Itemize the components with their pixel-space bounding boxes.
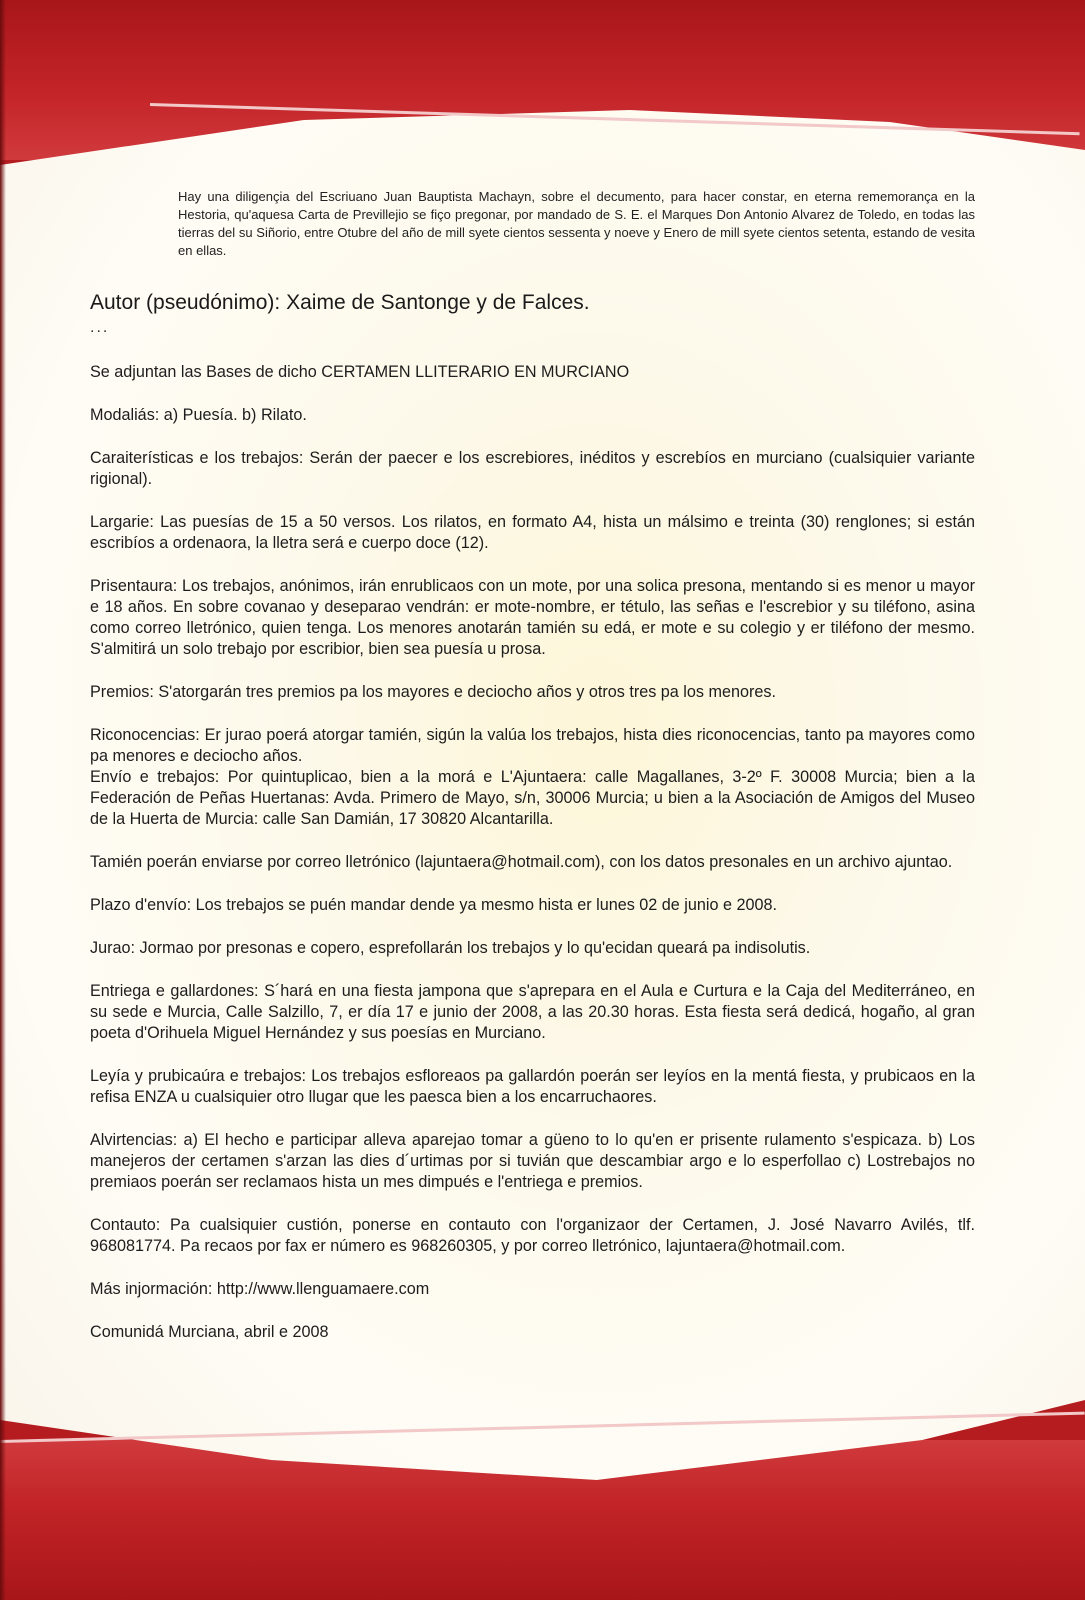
paragraph-submission: Envío e trebajos: Por quintuplicao, bien a la morá e L'Ajuntaera: calle Magallanes, 3-2º F. 30008 Murcia; bien a la Federación de Peñas Huertanas: Avda. Primero de Mayo, s/n, 30006 Murcia; u bien a la Asociación de Amigos del Museo de la Huerta de Murcia: calle San Damián, 17 30820 Alcantarilla. [90, 768, 975, 828]
paragraph-modalities: Modaliás: a) Puesía. b) Rilato. [90, 406, 307, 424]
paragraph-presentation: Prisentaura: Los trebajos, anónimos, irán enrublicaos con un mote, por una solica presona, mentando si es menor u mayor e 18 años. En sobre covanao y deseparao vendrán: er mote-nombre, er tétulo, las señas e l'escrebior y su tiléfono, asina como correo lletrónico, quien tenga. Los menores anotarán tamién su edá, er mote e su colegio y er tiléfono der mesmo. S'almitirá un solo trebajo por escribior, bien sea puesía u prosa. [90, 577, 975, 658]
paragraph-prizes: Premios: S'atorgarán tres premios pa los mayores e deciocho años y otros tres pa los menores. [90, 683, 776, 701]
paragraph-deadline: Plazo d'envío: Los trebajos se puén mandar dende ya mesmo hista er lunes 02 de junio e 2008. [90, 896, 778, 914]
ellipsis: ... [90, 319, 110, 336]
paragraph-email-submission: Tamién poerán enviarse por correo lletrónico (lajuntaera@hotmail.com), con los datos presonales en un archivo ajuntao. [90, 853, 953, 871]
historical-note: Hay una diligençia del Escriuano Juan Bauptista Machayn, sobre el decumento, para hacer constar, en eterna rememorança en la Hestoria, qu'aquesa Carta de Previllejio se fiço pregonar, por mandado de S. E. el Marques Don Antonio Alvarez de Toledo, en todas las tierras del su Siñorio, entre Otubre del año de mill syete cientos sessenta y noeve y Enero de mill syete cientos setenta, estando de vesita en ellas. [178, 189, 975, 258]
paragraph-recognitions: Riconocencias: Er jurao poerá atorgar tamién, sigún la valúa los trebajos, hista dies riconocencias, tanto pa mayores como pa menores e deciocho años. [90, 726, 975, 765]
paragraph-characteristics: Caraiterísticas e los trebajos: Serán der paecer e los escrebiores, inéditos y escrebíos en murciano (cualsiquier variante rigional). [90, 449, 975, 488]
paragraph-signature: Comunidá Murciana, abril e 2008 [90, 1323, 329, 1341]
binding-shadow [0, 0, 6, 1600]
paragraph-length: Largarie: Las puesías de 15 a 50 versos. Los rilatos, en formato A4, hista un málsimo e treinta (30) renglones; si están escribíos a ordenaora, la lletra será e cuerpo doce (12). [90, 513, 975, 552]
paragraph-intro: Se adjuntan las Bases de dicho CERTAMEN LLITERARIO EN MURCIANO [90, 363, 630, 381]
paragraph-jury: Jurao: Jormao por presonas e copero, esprefollarán los trebajos y lo qu'ecidan queará pa indisolutis. [90, 939, 811, 957]
paragraph-contact: Contauto: Pa cualsiquier custión, ponerse en contauto con l'organizaor der Certamen, J. José Navarro Avilés, tlf. 968081774. Pa recaos por fax er número es 968260305, y por correo lletrónico, lajuntaera@hotmail.com. [90, 1216, 975, 1255]
author-line: Autor (pseudónimo): Xaime de Santonge y de Falces. [90, 291, 590, 314]
paragraph-warnings: Alvirtencias: a) El hecho e participar alleva aparejao tomar a güeno to lo qu'en er prisente rulamento s'espicaza. b) Los manejeros der certamen s'arzan las dies d´urtimas por si tuvián que descambiar argo e lo esperfollao c) Lostrebajos no premiaos poerán ser reclamaos hista un mes dimpués e l'entriega e premios. [90, 1131, 975, 1191]
paragraph-publication: Leyía y prubicaúra e trebajos: Los trebajos esfloreaos pa gallardón poerán ser leyíos en la mentá fiesta, y prubicaos en la refisa ENZA u cualsiquier otro llugar que les paesca bien a los encarruchaores. [90, 1067, 975, 1106]
paragraph-more-info: Más injormación: http://www.llenguamaere.com [90, 1280, 430, 1298]
document-body [90, 188, 975, 1343]
paragraph-awards-ceremony: Entriega e gallardones: S´hará en una fiesta jampona que s'aprepara en el Aula e Curtura e la Caja del Mediterráneo, en su sede e Murcia, Calle Salzillo, 7, er día 17 e junio der 2008, a las 20.30 horas. Esta fiesta será dedicá, hogaño, al gran poeta d'Orihuela Miguel Hernández y sus poesías en Murciano. [90, 982, 975, 1042]
